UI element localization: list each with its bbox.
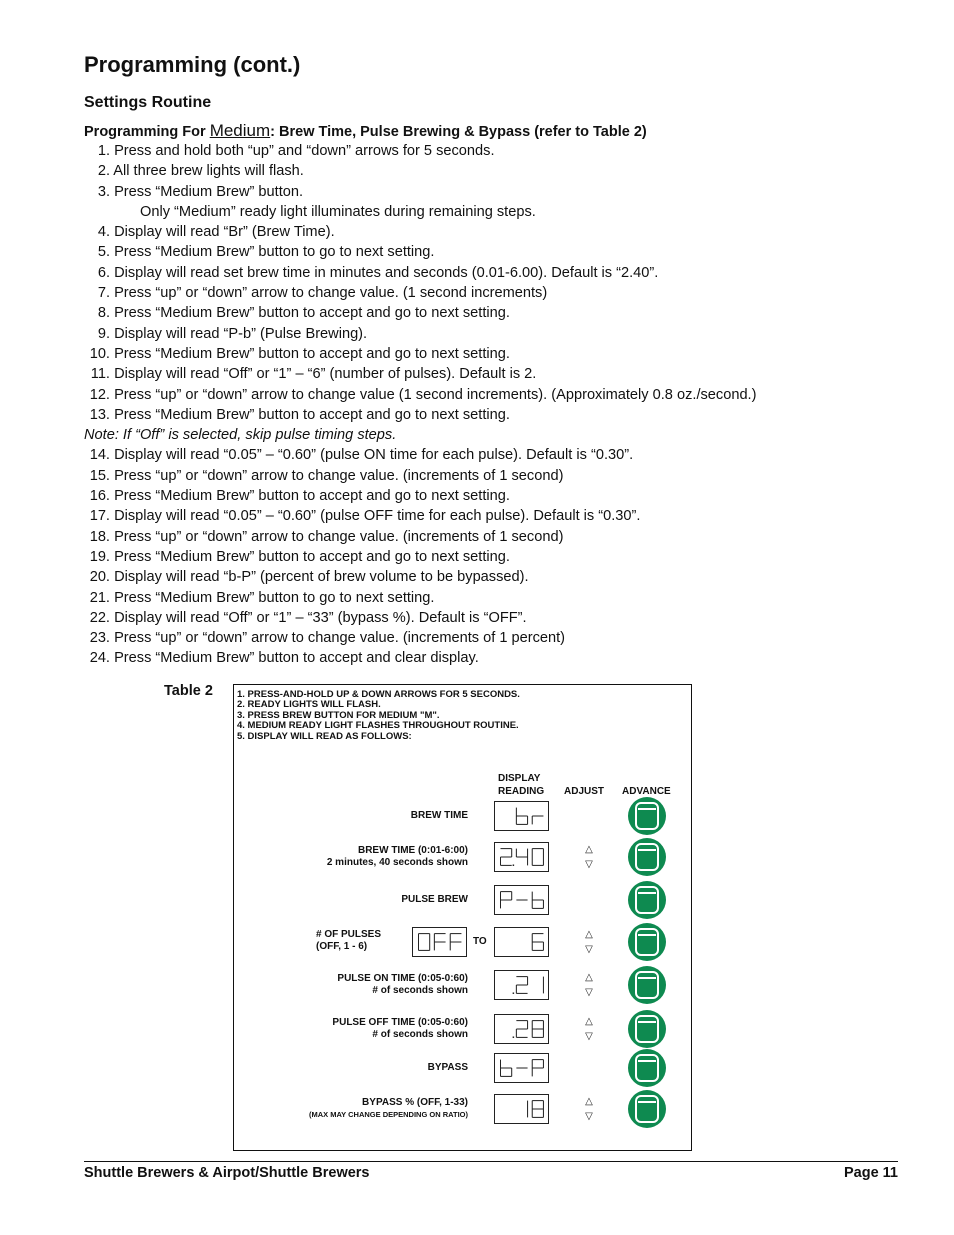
step-item <box>84 222 756 242</box>
display-reading <box>494 970 549 1000</box>
advance-button[interactable] <box>628 1090 666 1128</box>
step-text: Press “up” or “down” arrow to change value. (increments of 1 second) <box>114 528 564 545</box>
subheading-prefix: Programming For <box>84 124 210 140</box>
step-item <box>84 202 756 222</box>
step-number: 14. <box>89 447 110 464</box>
step-item <box>84 547 756 567</box>
row-label-sub: # of seconds shown <box>372 984 468 996</box>
step-number: 24. <box>89 650 110 667</box>
footer-title: Shuttle Brewers & Airpot/Shuttle Brewers <box>84 1165 370 1181</box>
to-label: TO <box>473 936 487 947</box>
step-text: Press “Medium Brew” button to accept and go to next setting. <box>114 548 510 565</box>
step-item <box>84 263 756 283</box>
table-label: Table 2 <box>164 683 213 699</box>
row-label <box>401 894 468 906</box>
row-label-main: PULSE OFF TIME (0:05-0:60) <box>332 1017 468 1028</box>
row-label <box>316 929 381 952</box>
step-number: 21. <box>89 589 110 606</box>
page-title: Programming (cont.) <box>84 52 301 77</box>
step-item <box>84 385 756 405</box>
step-item <box>84 141 756 161</box>
adjust-arrows[interactable] <box>582 1094 596 1124</box>
page-number: Page 11 <box>843 1165 898 1181</box>
advance-button[interactable] <box>628 966 666 1004</box>
arrow-up-icon[interactable]: △ <box>585 929 593 940</box>
step-item <box>84 486 756 506</box>
adjust-arrows[interactable] <box>582 1014 596 1044</box>
step-text: Press “Medium Brew” button to accept and go to next setting. <box>114 305 510 322</box>
table-instruction: 4. MEDIUM READY LIGHT FLASHES THROUGHOUT ROUTINE. <box>237 720 519 732</box>
step-item <box>84 324 756 344</box>
arrow-up-icon[interactable]: △ <box>585 844 593 855</box>
display-reading <box>494 1014 549 1044</box>
step-item <box>84 608 756 628</box>
arrow-down-icon[interactable]: ▽ <box>585 859 593 870</box>
step-text: Display will read “Br” (Brew Time). <box>114 224 335 241</box>
step-item <box>84 445 756 465</box>
step-text: Display will read “0.05” – “0.60” (pulse ON time for each pulse). Default is “0.30”. <box>114 447 634 464</box>
step-number: 8. <box>97 305 110 322</box>
step-text: Press “up” or “down” arrow to change value. (increments of 1 percent) <box>114 630 566 647</box>
row-label-main: BYPASS % (OFF, 1-33) <box>362 1097 468 1108</box>
arrow-down-icon[interactable]: ▽ <box>585 987 593 998</box>
step-text: Press “Medium Brew” button to go to next setting. <box>114 244 435 261</box>
step-number: 3. <box>97 183 110 200</box>
row-label <box>337 973 468 996</box>
row-label-main: BYPASS <box>427 1062 468 1073</box>
step-number: 13. <box>89 406 110 423</box>
header-display-line1: DISPLAY <box>498 773 541 784</box>
arrow-up-icon[interactable]: △ <box>585 1096 593 1107</box>
step-number: 9. <box>97 325 110 342</box>
display-reading <box>494 842 549 872</box>
step-text: Press “Medium Brew” button to accept and go to next setting. <box>114 406 510 423</box>
row-label-main: # OF PULSES <box>316 929 382 940</box>
advance-button[interactable] <box>628 797 666 835</box>
step-item <box>84 628 756 648</box>
display-reading <box>494 885 549 915</box>
step-number: 6. <box>97 264 110 281</box>
step-text: Note: If “Off” is selected, skip pulse timing steps. <box>84 427 397 444</box>
arrow-up-icon[interactable]: △ <box>585 1016 593 1027</box>
row-label-sub: (OFF, 1 - 6) <box>316 940 368 952</box>
step-text: Press “Medium Brew” button to accept and go to next setting. <box>114 345 510 362</box>
step-item <box>84 161 756 181</box>
row-label-sub: # of seconds shown <box>372 1028 468 1040</box>
advance-button[interactable] <box>628 881 666 919</box>
section-title: Settings Routine <box>84 94 212 111</box>
table-instruction: 2. READY LIGHTS WILL FLASH. <box>237 699 381 711</box>
adjust-arrows[interactable] <box>582 927 596 957</box>
step-text: Display will read set brew time in minutes and seconds (0.01-6.00). Default is “2.40”. <box>114 264 659 281</box>
step-text: Press “Medium Brew” button. <box>114 183 304 200</box>
display-reading <box>494 1053 549 1083</box>
display-reading <box>494 927 549 957</box>
step-text: Press “Medium Brew” button to accept and go to next setting. <box>114 488 510 505</box>
step-number: 15. <box>89 467 110 484</box>
step-number: 23. <box>89 630 110 647</box>
step-text: Press “up” or “down” arrow to change value (1 second increments). (Approximately 0.8 oz./second.) <box>114 386 757 403</box>
step-text: Display will read “Off” or “1” – “6” (number of pulses). Default is 2. <box>114 366 537 383</box>
row-label <box>327 845 468 868</box>
header-advance: ADVANCE <box>622 786 671 797</box>
step-item <box>84 527 756 547</box>
step-number: 7. <box>97 285 110 302</box>
steps-list <box>84 141 756 669</box>
step-number: 22. <box>89 609 110 626</box>
step-item <box>84 364 756 384</box>
row-label <box>411 810 468 822</box>
step-text: All three brew lights will flash. <box>113 163 304 180</box>
step-item <box>84 506 756 526</box>
step-item <box>84 588 756 608</box>
step-number: 1. <box>97 143 110 159</box>
display-reading <box>494 801 549 831</box>
footer-rule <box>84 1161 898 1162</box>
subheading-emphasis: Medium <box>209 121 271 140</box>
row-label-main: BREW TIME <box>410 810 468 821</box>
table-instructions <box>237 690 520 742</box>
step-number: 20. <box>89 569 110 586</box>
step-text: Press “up” or “down” arrow to change value. (increments of 1 second) <box>114 467 564 484</box>
step-number: 12. <box>89 386 110 403</box>
step-text: Press “Medium Brew” button to accept and clear display. <box>114 650 479 667</box>
step-item <box>84 344 756 364</box>
step-number: 4. <box>97 224 110 241</box>
table-instruction: 1. PRESS-AND-HOLD UP & DOWN ARROWS FOR 5 SECONDS. <box>237 689 520 700</box>
step-text: Display will read “b-P” (percent of brew volume to be bypassed). <box>114 569 529 586</box>
step-text: Press and hold both “up” and “down” arrows for 5 seconds. <box>114 143 495 159</box>
step-text: Display will read “0.05” – “0.60” (pulse OFF time for each pulse). Default is “0.30”. <box>114 508 641 525</box>
step-text: Only “Medium” ready light illuminates during remaining steps. <box>140 203 536 220</box>
advance-button[interactable] <box>628 838 666 876</box>
step-text: Display will read “P-b” (Pulse Brewing). <box>114 325 368 342</box>
arrow-up-icon[interactable]: △ <box>585 972 593 983</box>
step-text: Display will read “Off” or “1” – “33” (bypass %). Default is “OFF”. <box>114 609 527 626</box>
step-text: Press “Medium Brew” button to go to next setting. <box>114 589 435 606</box>
step-item <box>84 567 756 587</box>
step-number: 5. <box>97 244 110 261</box>
header-display <box>498 772 544 798</box>
display-reading <box>494 1094 549 1124</box>
step-item <box>84 466 756 486</box>
arrow-down-icon[interactable]: ▽ <box>585 944 593 955</box>
step-number: 16. <box>89 488 110 505</box>
step-item <box>84 405 756 425</box>
step-number: 17. <box>89 508 110 525</box>
step-number: 11. <box>90 366 110 383</box>
header-display-line2: READING <box>498 786 545 797</box>
display-reading-from <box>412 927 467 957</box>
settings-table <box>233 684 692 1151</box>
advance-button[interactable] <box>628 1010 666 1048</box>
row-label-main: PULSE ON TIME (0:05-0:60) <box>337 973 468 984</box>
row-label-sub: 2 minutes, 40 seconds shown <box>326 856 468 868</box>
step-item <box>84 303 756 323</box>
arrow-down-icon[interactable]: ▽ <box>585 1111 593 1122</box>
row-label <box>332 1017 468 1040</box>
row-label <box>309 1097 468 1120</box>
step-item <box>84 425 756 445</box>
adjust-arrows[interactable] <box>582 970 596 1000</box>
step-number: 19. <box>89 548 110 565</box>
step-number: 10. <box>89 345 110 362</box>
adjust-arrows[interactable] <box>582 842 596 872</box>
step-text: Press “up” or “down” arrow to change value. (1 second increments) <box>114 285 548 302</box>
subheading-suffix: : Brew Time, Pulse Brewing & Bypass (refer to Table 2) <box>270 124 647 140</box>
step-item <box>84 182 756 202</box>
header-adjust: ADJUST <box>564 786 605 797</box>
arrow-down-icon[interactable]: ▽ <box>585 1031 593 1042</box>
table-instruction: 3. PRESS BREW BUTTON FOR MEDIUM "M". <box>237 709 440 721</box>
row-label-main: BREW TIME (0:01-6:00) <box>357 845 468 856</box>
step-item <box>84 283 756 303</box>
table-instruction: 5. DISPLAY WILL READ AS FOLLOWS: <box>237 730 412 742</box>
step-item <box>84 242 756 262</box>
advance-button[interactable] <box>628 1049 666 1087</box>
subheading <box>84 121 647 141</box>
row-label-sub: (MAX MAY CHANGE DEPENDING ON RATIO) <box>308 1109 468 1119</box>
step-number: 2. <box>97 163 110 180</box>
row-label-main: PULSE BREW <box>401 894 468 905</box>
step-number: 18. <box>89 528 110 545</box>
row-label <box>428 1062 468 1074</box>
advance-button[interactable] <box>628 923 666 961</box>
step-item <box>84 648 756 668</box>
